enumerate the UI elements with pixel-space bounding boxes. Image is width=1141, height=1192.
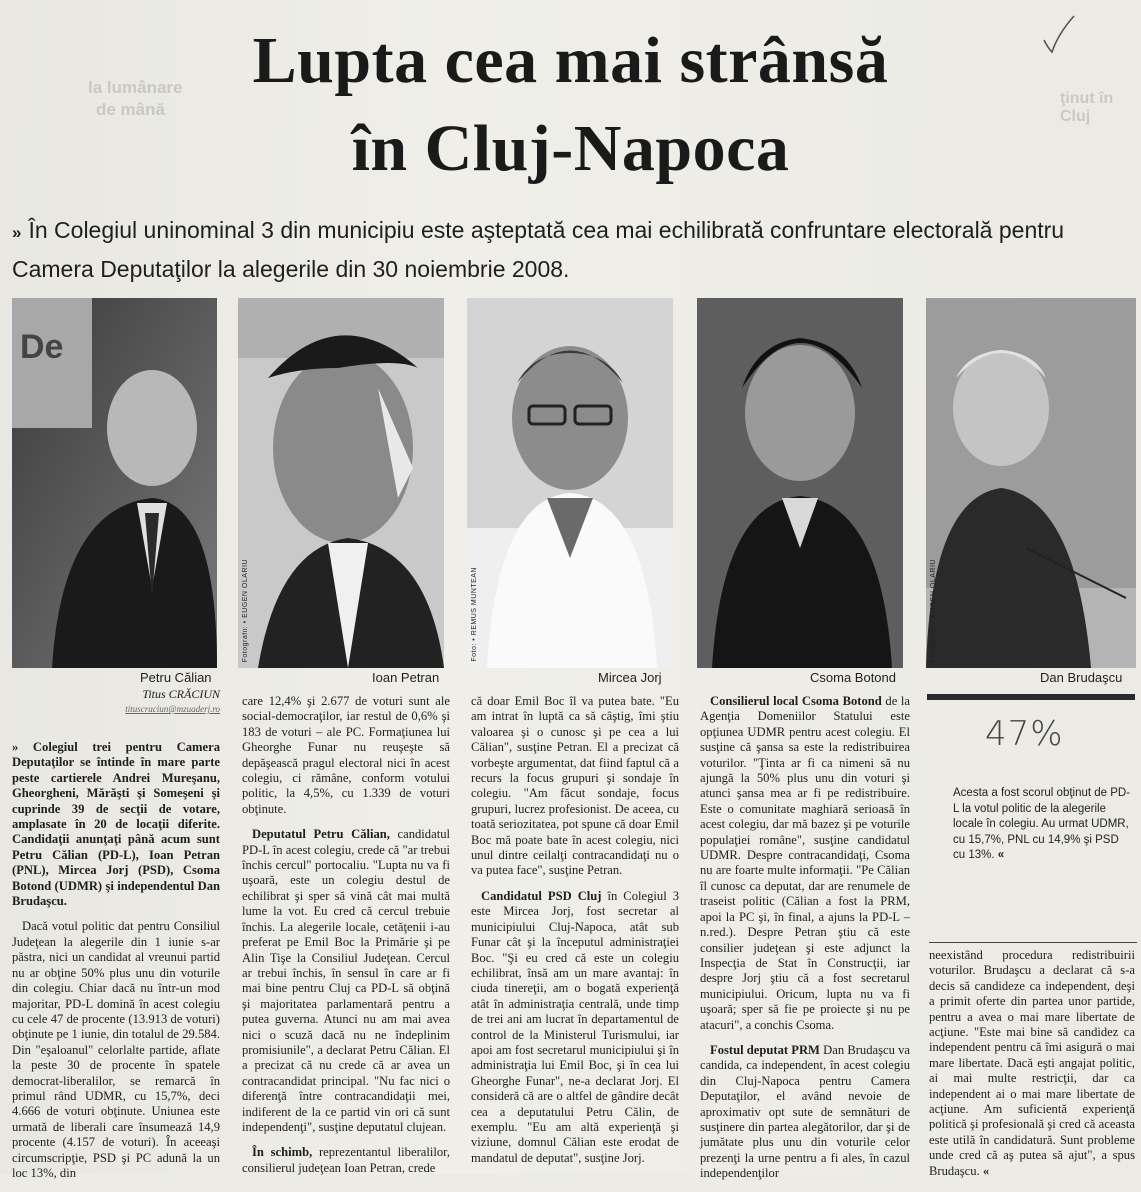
stat-text [953, 786, 1133, 864]
stat-description: Acesta a fost scorul obţinut de PD-L la votul politic de la alegerile locale în colegiu. Au urmat UDMR, cu 15,7%, PNL cu 14,9% şi PSD cu 13%. [953, 787, 1131, 861]
caption-petru-calian: Petru Călian [140, 670, 212, 685]
photo-petru-calian [12, 298, 217, 668]
paragraph-text: de la Agenţia Domeniilor Statului este opţiunea UDMR pentru acest colegiu. El susţine că şansa sa este la redistribuirea voturilor. "Ţinta ar fi ca nimeni să nu ajungă la 50% plus unu din voturi şi atunci şansa mea ar fi pe redistribuire. Este o comunitate maghiară serioasă în acest colegiu, dar mă bazez şi pe voturile populaţiei române", susţine candidatul UDMR. Despre contracandidaţi, Csoma nu are foarte multe informaţii. "Pe Călian îl cunosc ca deputat, dar are renumele de traseist politic (Călian a fost la PRM, apoi la PC şi, în final, a ajuns la PD-L – n.red.). Despre Petran ştiu că este consilier judeţean şi este adjunct la Inspecţia de Stat în Construcţii, iar despre Jorj ştiu că a fost secretarul municipiului. Oricum, lupta nu va fi uşoară; sper să fie pe proiecte şi nu pe atacuri", a conchis Csoma. [700, 694, 910, 1032]
end-mark-icon: « [997, 849, 1003, 861]
article-paragraph [242, 827, 450, 1135]
article-column-1 [12, 740, 220, 1191]
paragraph-text: Dan Brudaşcu va candida, ca independent, în acest colegiu din Cluj-Napoca pentru Camera Deputaţilor, el având nevoie de aproximativ opt sute de semnături de susţinere din partea alegătorilor, dar şi de jumătate plus unu din voturile celor prezenţi la urne pentru a fi ales, în cazul independenţilor [700, 1042, 910, 1181]
portrait-csoma-botond [697, 298, 903, 668]
subhead-prm: Fostul deputat PRM [710, 1042, 820, 1057]
byline-email: tituscraciun@mzuaderj.ro [125, 704, 220, 714]
svg-text:De: De [20, 328, 64, 366]
byline-author: Titus CRĂCIUN [142, 687, 220, 701]
stat-number: 47% [985, 714, 1064, 754]
article-paragraph [242, 1145, 450, 1176]
pen-checkmark-icon [1040, 14, 1076, 54]
article-column-3 [471, 694, 679, 1176]
article-paragraph: că doar Emil Boc îl va putea bate. "Eu am intrat în luptă ca să câştig, îmi ştiu valoarea şi o cunosc şi pe cea a lui Călian", susţine Petran. El a precizat că vorbeşte argumentat, dat fiind faptul că a recurs la focus grupuri şi sondaje în colegiu. "Am făcut sondaje, focus grupuri, lucrez profesionist. De aceea, cu toată seriozitatea, pot spune că doar Emil Boc mă poate bate în acest colegiu, nici unul dintre ceilalţi contracandidaţi nu o va putea face", susţine Petran. [471, 694, 679, 878]
portrait-petru-calian [12, 298, 217, 668]
byline [60, 687, 220, 717]
lead-paragraph [12, 212, 1132, 287]
article-paragraph: Dacă votul politic dat pentru Consiliul Judeţean la alegerile din 1 iunie s-ar păstra, nici un candidat al vreunui partid nu ar obţine 50% plus unu din voturile din colegiu. Chiar dacă nu într-un mod majoritar, PD-L domină în acest colegiu cu cele 47 de procente (13.913 de voturi) obţinute pe 1 iunie, din totalul de 29.584. Din "eşaloanul" celorlalte partide, aflate la peste 30 de procente în spatele democrat-liberalilor, se remarcă în primul rând UDMR, cu 15,7%, deci 4.666 de voturi obţinute. Uniunea este urmată de liberali care însumează 14,9 procente (4.157 de voturi). În aceeaşi circumscripţie, PSD şi PC adună la un loc 13%, din [12, 919, 220, 1180]
article-paragraph [700, 1043, 910, 1182]
caption-dan-brudascu: Dan Brudaşcu [1040, 670, 1123, 685]
article-paragraph: care 12,4% şi 2.677 de voturi sunt ale social-democraţilor, iar restul de 0,6% şi 183 de voturi – ale PC. Formaţiunea lui Gheorghe Funar nu reuşeşte să depăşească pragul electoral nici în acest colegiu, ci rămâne, conform votului politic, la 4,5%, cu 1.339 de voturi obţinute. [242, 694, 450, 816]
stat-box [927, 694, 1135, 944]
article-paragraph [929, 948, 1135, 1179]
article-paragraph [700, 694, 910, 1033]
portrait-dan-brudascu [926, 298, 1136, 668]
photo-csoma-botond [697, 298, 903, 668]
portrait-ioan-petran [238, 298, 444, 668]
subhead-csoma: Consilierul local Csoma Botond [710, 694, 882, 708]
article-column-5 [929, 948, 1135, 1189]
photo-credit: Foto: • REMUS MUNTEAN [471, 567, 478, 662]
subhead-calian: Deputatul Petru Călian, [252, 827, 390, 842]
paragraph-text: reprezentantul liberalilor, consilierul judeţean Ioan Petran, crede [242, 1145, 450, 1175]
caption-ioan-petran: Ioan Petran [372, 670, 440, 685]
paragraph-text: candidatul PD-L în acest colegiu, crede că "ar trebui închis cercul" portocaliu. "Lupta nu va fi uşoară, este un colegiu destul de echilibrat şi sper să vină cât mai multă lume la vot. Eu cred că cercul trebuie închis. La alegerile locale, cetăţenii i-au preferat pe Emil Boc la Primărie şi pe Alin Tişe la Consiliul Judeţean. Cercul ar trebui închis, în sensul în care ar fi mai bine pentru Cluj ca PD-L să obţină şi majoritatea parlamentară pentru a putea guverna. Atunci nu am mai avea nici o scuză dacă nu ne îndeplinim promisiunile", a declarat Petru Călian. El a precizat că nu crede că ar avea un contracandidat principal. "Nu fac nici o diferenţă între contracandidaţii mei, indiferent de la ce partid vin ori că sunt independenţi", susţine deputatul clujean. [242, 827, 450, 1134]
article-column-4 [700, 694, 910, 1192]
portrait-mircea-jorj [467, 298, 673, 668]
bleed-through-text-2: de mână [96, 100, 165, 119]
photo-ioan-petran [238, 298, 444, 668]
subhead-psd: Candidatul PSD Cluj [481, 888, 602, 903]
caption-mircea-jorj: Mircea Jorj [598, 670, 662, 685]
end-mark-icon: « [982, 1163, 990, 1178]
caption-csoma-botond: Csoma Botond [810, 670, 896, 685]
column-separator [929, 942, 1137, 943]
subhead-petran: În schimb, [252, 1145, 313, 1160]
photo-credit: Fotografii: • EUGEN OLARIU [930, 558, 937, 662]
bleed-through-text-1: la lumânare [88, 78, 183, 97]
paragraph-text: în Colegiul 3 este Mircea Jorj, fost secretar al municipiului Cluj-Napoca, atât sub Funar cât şi la începutul administraţiei Boc. "Şi eu cred că este un colegiu echilibrat, însă am un mare avantaj: în ciuda tinereţii, am o bogată experienţă atât în administraţia centrală, unde timp de trei ani am lucrat în departamentul de control de la Ministerul Turismului, iar apoi am fost secretarul municipiului şi în administraţia lui Emil Boc, şi în cea lui Gheorghe Funar", ne-a declarat Jorj. El consideră că are o altfel de gândire decât cea a deputatului Petru Călin, de exemplu. "Eu am altă experienţă şi viziune, domnul Călian este erodat de mandatul de deputat", susţine Jorj. [471, 888, 679, 1165]
lead-arrow-icon: » [12, 223, 19, 242]
lead-text: În Colegiul uninominal 3 din municipiu este aşteptată cea mai echilibrată confruntare electorală pentru Camera Deputaţilor la alegerile din 30 noiembrie 2008. [12, 217, 1065, 282]
photo-credit: Fotografii: • EUGEN OLARIU [242, 558, 249, 662]
headline-line-1: Lupta cea mai strânsă [252, 24, 889, 97]
stat-box-rule [927, 694, 1135, 700]
paragraph-text: neexistând procedura redistribuirii voturilor. Brudaşcu a declarat că s-a decis să candideze ca independent, deşi a primit oferte din partea unor partide, pentru a avea o mai mare libertate de acţiune. "Este mai bine să candidez ca independent pentru că îmi asigură o mai mare libertate. Dacă eşti angajat politic, ai mai multe restricţii, dar ca independent ai o mai mare libertate de acţiune. Am suficientă experienţă politică şi profesională şi cred că aceasta este utilă în candidatură. Sunt probleme unde cred că aş putea să ajut", a spus Brudaşcu. [929, 948, 1135, 1178]
headline-line-2: în Cluj-Napoca [351, 112, 790, 185]
article-paragraph [471, 889, 679, 1166]
article-lede: » Colegiul trei pentru Camera Deputaţilor se întinde în mare parte peste cartierele Andrei Mureşanu, Gheorgheni, Mărăşti şi Someşeni şi cuprinde 39 de secţii de votare, amplasate în 20 de locaţii diferite. Candidaţii anunţaţi până acum sunt Petru Călian (PD-L), Ioan Petran (PNL), Mircea Jorj (PSD), Csoma Botond (UDMR) şi independentul Dan Brudaşcu. [12, 740, 220, 909]
bleed-through-text-3: ţinut în Cluj [1060, 90, 1114, 125]
photo-mircea-jorj [467, 298, 673, 668]
photo-dan-brudascu [926, 298, 1136, 668]
article-column-2 [242, 694, 450, 1186]
